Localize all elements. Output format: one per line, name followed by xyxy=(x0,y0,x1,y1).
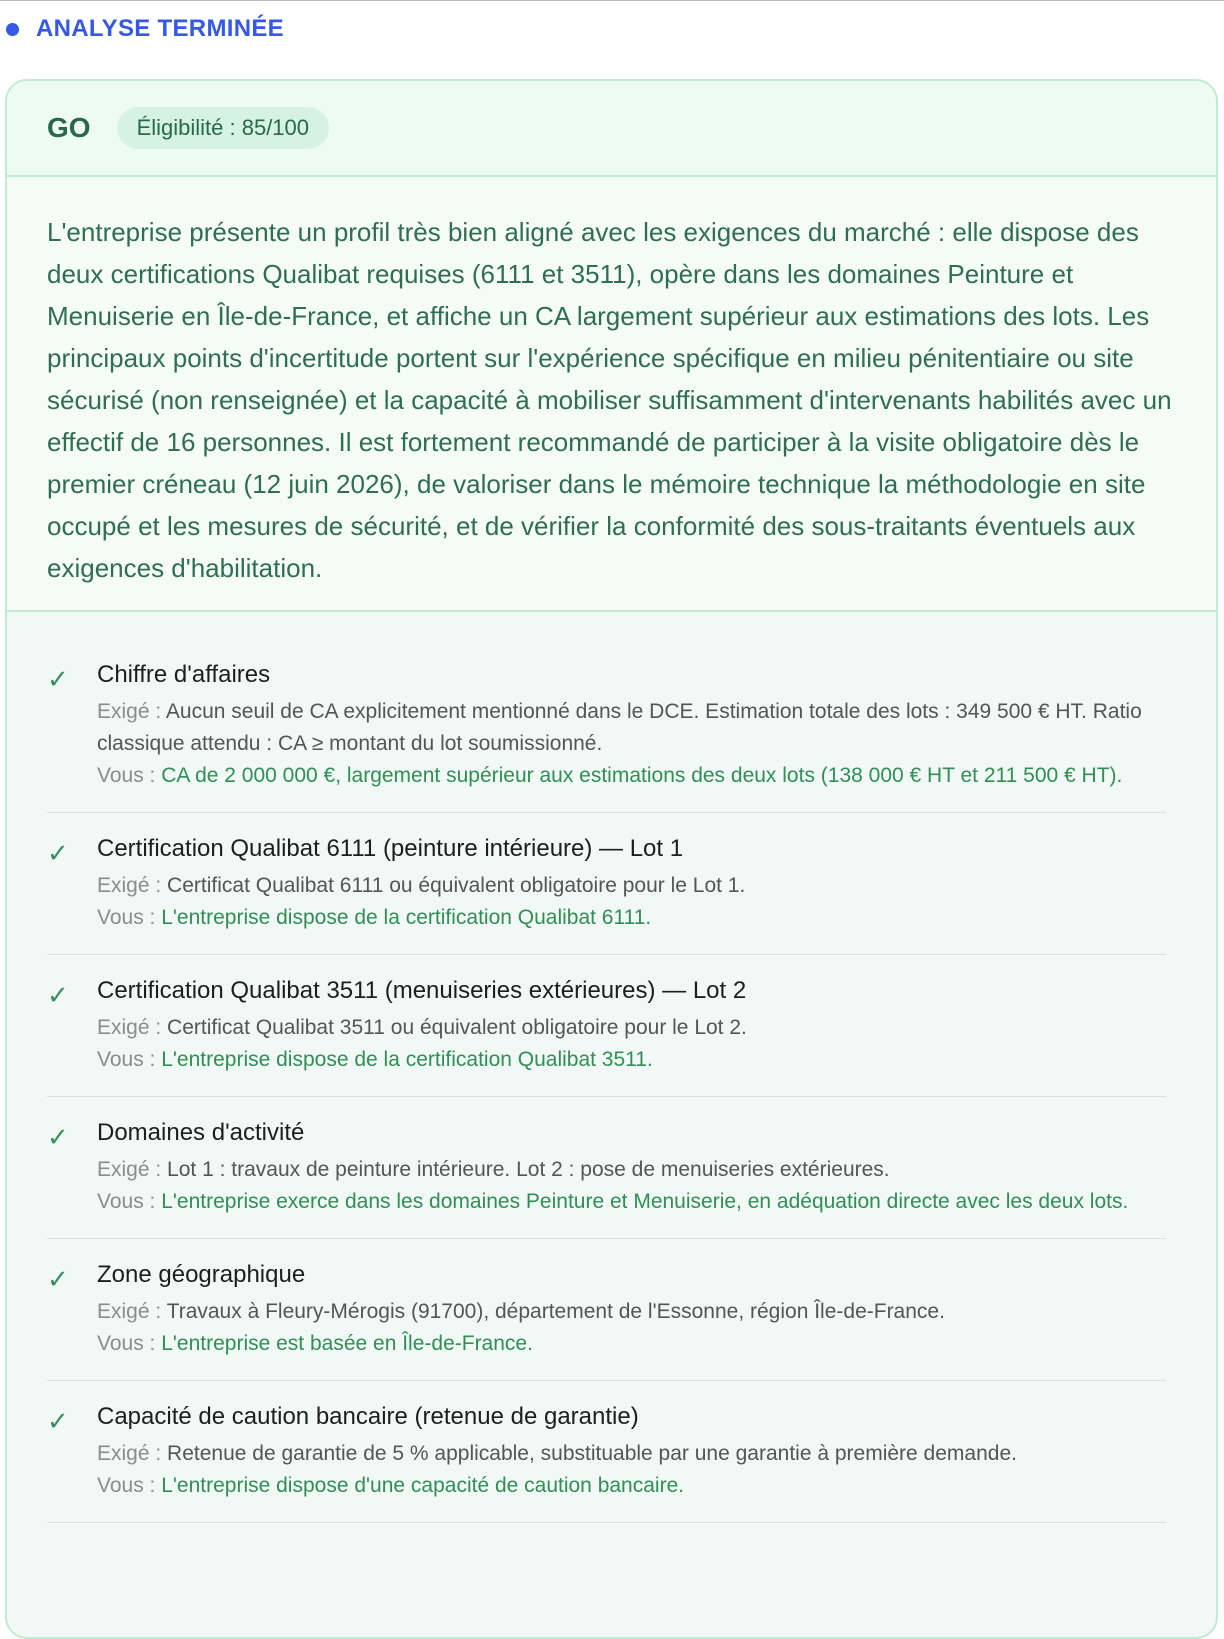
criterion-you xyxy=(97,760,1166,792)
criterion-item xyxy=(47,660,1166,813)
criterion-title: Certification Qualibat 6111 (peinture intérieure) — Lot 1 xyxy=(97,835,684,862)
summary-text: L'entreprise présente un profil très bien aligné avec les exigences du marché : elle dispose des deux certifications Qualibat requises (6111 et 3511), opère dans les domaines Peinture et Menuiserie en Île-de-France, et affiche un CA largement supérieur aux estimations des lots. Les principaux points d'incertitude portent sur l'expérience spécifique en milieu pénitentiaire ou site sécurisé (non renseignée) et la capacité à mobiliser suffisamment d'intervenants habilités avec un effectif de 16 personnes. Il est fortement recommandé de participer à la visite obligatoire dès le premier créneau (12 juin 2026), de valoriser dans le mémoire technique la méthodologie en site occupé et les mesures de sécurité, et de vérifier la conformité des sous-traitants éventuels aux exigences d'habilitation. xyxy=(47,217,1172,583)
eligibility-score-badge: Éligibilité : 85/100 xyxy=(117,107,329,149)
check-icon: ✓ xyxy=(47,1122,69,1152)
required-label: Exigé : xyxy=(97,1016,168,1039)
criterion-required xyxy=(97,1012,1166,1044)
criterion-title: Capacité de caution bancaire (retenue de garantie) xyxy=(97,1403,639,1430)
check-icon: ✓ xyxy=(47,1406,69,1436)
analysis-summary xyxy=(7,177,1216,612)
check-icon: ✓ xyxy=(47,664,69,694)
criterion-required xyxy=(97,1154,1166,1186)
criterion-you xyxy=(97,902,1166,934)
you-value: L'entreprise dispose de la certification Qualibat 6111. xyxy=(161,906,652,929)
check-icon: ✓ xyxy=(47,1264,69,1294)
analysis-status xyxy=(0,11,284,47)
you-value: L'entreprise exerce dans les domaines Peinture et Menuiserie, en adéquation directe avec les deux lots. xyxy=(161,1190,1129,1213)
criterion-title: Certification Qualibat 3511 (menuiseries extérieures) — Lot 2 xyxy=(97,977,747,1004)
criterion-title: Zone géographique xyxy=(97,1261,306,1288)
you-label: Vous : xyxy=(97,1474,162,1497)
required-value: Aucun seuil de CA explicitement mentionné dans le DCE. Estimation totale des lots : 349 500 € HT. Ratio classique attendu : CA ≥ montant du lot soumissionné. xyxy=(97,700,1142,755)
you-value: L'entreprise est basée en Île-de-France. xyxy=(161,1332,533,1355)
check-icon: ✓ xyxy=(47,980,69,1010)
required-value: Lot 1 : travaux de peinture intérieure. Lot 2 : pose de menuiseries extérieures. xyxy=(167,1158,890,1181)
criterion-item xyxy=(47,1402,1166,1523)
you-value: CA de 2 000 000 €, largement supérieur aux estimations des deux lots (138 000 € HT et 211 500 € HT). xyxy=(161,764,1123,787)
you-label: Vous : xyxy=(97,1190,162,1213)
criterion-you xyxy=(97,1186,1166,1218)
you-label: Vous : xyxy=(97,1048,162,1071)
criterion-required xyxy=(97,1438,1166,1470)
required-label: Exigé : xyxy=(97,1442,168,1465)
required-label: Exigé : xyxy=(97,1300,167,1323)
required-value: Certificat Qualibat 6111 ou équivalent obligatoire pour le Lot 1. xyxy=(167,874,746,897)
status-label: ANALYSE TERMINÉE xyxy=(36,15,284,42)
criterion-item xyxy=(47,976,1166,1097)
check-icon: ✓ xyxy=(47,838,69,868)
you-value: L'entreprise dispose de la certification Qualibat 3511. xyxy=(161,1048,653,1071)
criterion-title: Chiffre d'affaires xyxy=(97,661,271,688)
criterion-you xyxy=(97,1044,1166,1076)
criterion-item xyxy=(47,1118,1166,1239)
you-value: L'entreprise dispose d'une capacité de caution bancaire. xyxy=(161,1474,685,1497)
criterion-you xyxy=(97,1328,1166,1360)
you-label: Vous : xyxy=(97,764,162,787)
verdict-label: GO xyxy=(47,112,91,143)
criterion-item xyxy=(47,834,1166,955)
required-value: Travaux à Fleury-Mérogis (91700), département de l'Essonne, région Île-de-France. xyxy=(166,1300,945,1323)
required-label: Exigé : xyxy=(97,874,168,897)
required-label: Exigé : xyxy=(97,1158,168,1181)
criterion-required xyxy=(97,696,1166,760)
criterion-title: Domaines d'activité xyxy=(97,1119,305,1146)
you-label: Vous : xyxy=(97,1332,162,1355)
criterion-you xyxy=(97,1470,1166,1502)
status-dot-icon xyxy=(6,23,19,36)
result-header xyxy=(7,81,1216,177)
required-value: Retenue de garantie de 5 % applicable, substituable par une garantie à première demande. xyxy=(167,1442,1017,1465)
required-label: Exigé : xyxy=(97,700,166,723)
criterion-required xyxy=(97,870,1166,902)
you-label: Vous : xyxy=(97,906,162,929)
criterion-required xyxy=(97,1296,1166,1328)
required-value: Certificat Qualibat 3511 ou équivalent obligatoire pour le Lot 2. xyxy=(167,1016,747,1039)
criteria-list xyxy=(7,612,1216,1523)
analysis-result-card xyxy=(5,79,1218,1639)
criterion-item xyxy=(47,1260,1166,1381)
